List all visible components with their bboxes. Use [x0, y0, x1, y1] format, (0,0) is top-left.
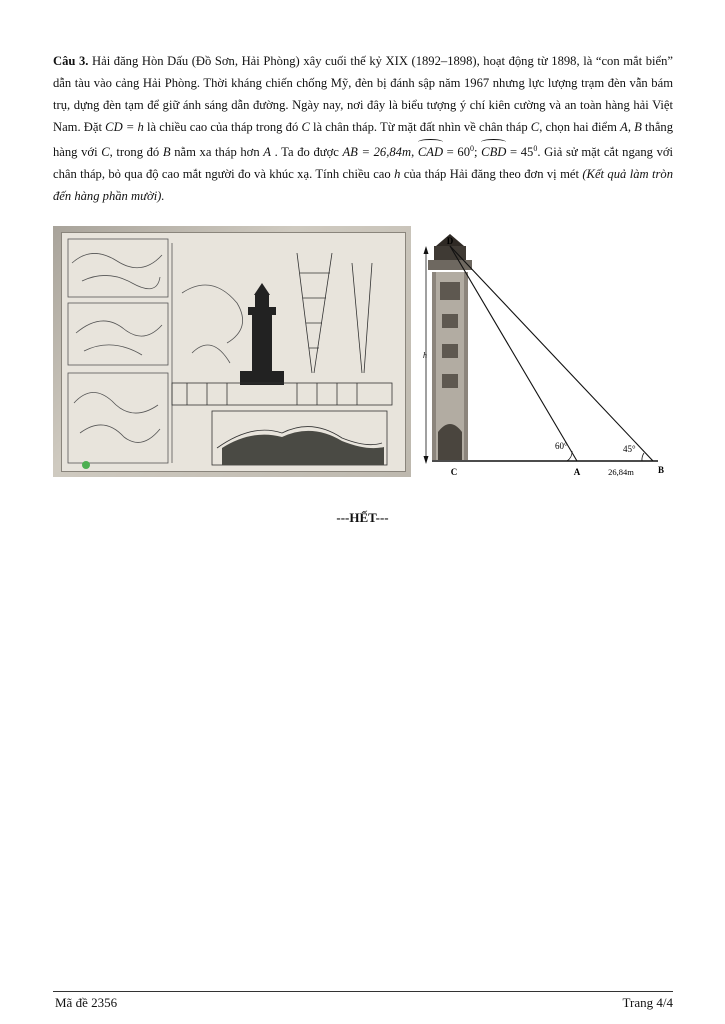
end-mark: ---HẾT---	[336, 510, 389, 525]
question-text: Câu 3. Hải đăng Hòn Dấu (Đồ Sơn, Hải Phòng) xây cuối thế kỷ XIX (1892–1898), hoạt động từ 1898, là “con mắt biển” dẫn tàu vào cảng Hải Phòng. Thời kháng chiến chống Mỹ, đèn bị đánh sập năm 1967 nhưng lực lượng trạm đèn vẫn bám trụ, dựng đèn tạm để giữ ánh sáng dẫn đường. Ngày nay, nơi đây là biểu tượng ý chí kiên cường và an toàn hàng hải Việt Nam. Đặt CD = h là chiều cao của tháp trong đó C là chân tháp. Từ mặt đất nhìn về chân tháp C, chọn hai điểm A, B thẳng hàng với C, trong đó B nằm xa tháp hơn A . Ta đo được AB = 26,84m, CAD = $60^0$; CBD = $45^0$. Giả sử mặt cắt ngang với chân tháp, bỏ qua độ cao mắt người đo và khúc xạ. Tính chiều cao h của tháp Hải đăng theo đơn vị mét (Kết quả làm tròn đến hàng phần mười).	[53, 54, 674, 204]
angle-cbd: CBD	[481, 141, 506, 163]
label-a: A	[573, 467, 581, 477]
math-ab: AB = 26,84m	[342, 145, 412, 160]
angle-a-label: 60°	[555, 441, 568, 451]
blueprint-drawing	[62, 233, 405, 471]
question-label: Câu 3.	[53, 54, 89, 68]
line-db	[450, 246, 653, 461]
footer-divider	[53, 991, 673, 992]
label-b: B	[657, 465, 665, 475]
math-cd-h: CD = h	[105, 120, 144, 134]
label-d: D	[446, 236, 454, 246]
label-c: C	[450, 467, 458, 477]
tower-triangle-diagram	[418, 232, 678, 484]
angle-cad: CAD	[418, 141, 443, 163]
tower-illustration	[428, 234, 472, 460]
rounding-note: (Kết quả làm tròn đến hàng phần mười).	[53, 167, 673, 204]
distance-ab-label: 26,84m	[608, 467, 634, 477]
page-number: Trang 4/4	[622, 995, 673, 1010]
label-h: h	[423, 351, 427, 360]
blueprint-sheet	[61, 232, 406, 472]
angle-b-label: 45°	[623, 444, 636, 454]
line-da	[450, 246, 577, 461]
exam-code: Mã đề 2356	[55, 995, 118, 1010]
lighthouse-blueprint-photo	[53, 226, 411, 477]
